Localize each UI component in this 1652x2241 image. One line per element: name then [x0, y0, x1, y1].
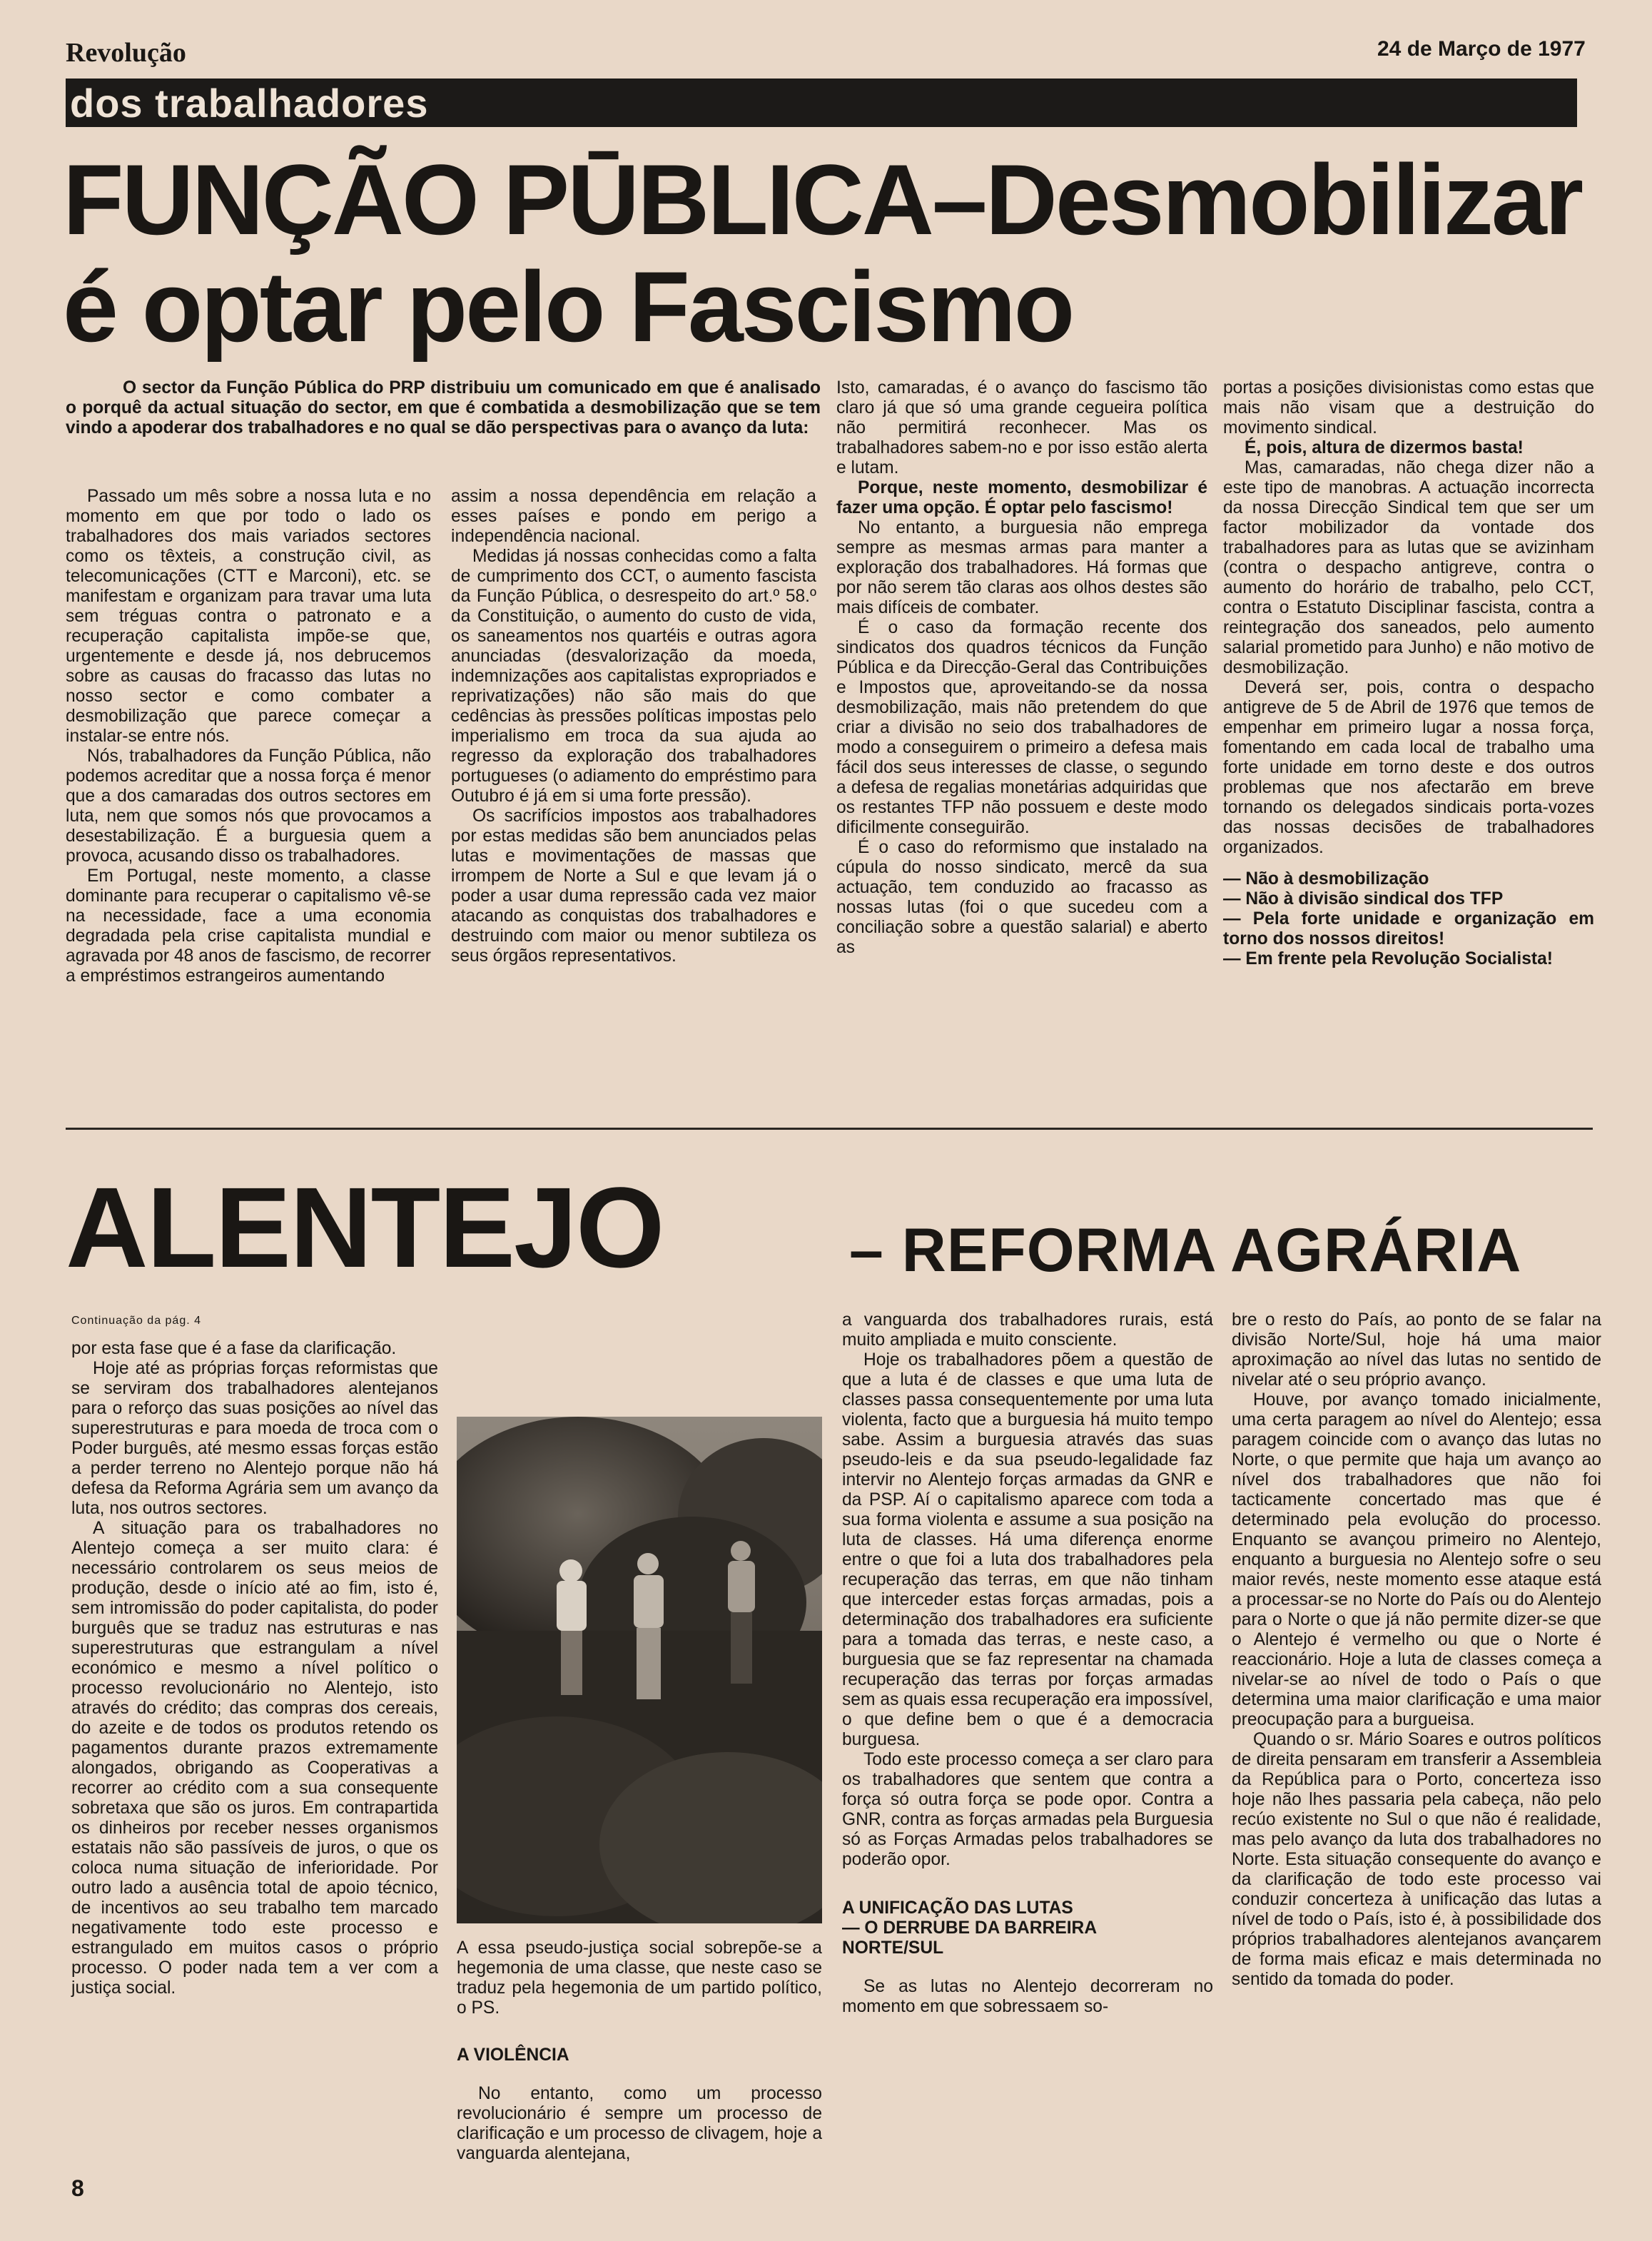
subhead-line: NORTE/SUL [842, 1938, 944, 1958]
article1-col4-bold: É, pois, altura de dizermos basta! [1245, 438, 1524, 457]
article2-col3-para: Todo este processo começa a ser claro para os trabalhadores que sentem que contra a força só outra força se pode opor. Contra a GNR, contra as forças armadas pela Burguesia só as Forças Armadas pelos trabalhadores se poderão opor. [842, 1750, 1213, 1869]
subhead-unificacao [842, 1898, 1213, 1958]
article1-column-2 [451, 487, 816, 966]
photo-caption: A essa pseudo-justiça social sobrepõe-se a hegemonia de uma classe, que neste caso se traduz pela hegemonia de um partido político, o PS. [457, 1938, 822, 2018]
article2-col3-para: a vanguarda dos trabalhadores rurais, está muito ampliada e muito consciente. [842, 1310, 1213, 1350]
article1-slogans [1223, 869, 1594, 969]
article2-headline-sub: – REFORMA AGRÁRIA [849, 1216, 1522, 1285]
article2-column-4 [1232, 1310, 1601, 1990]
article2-col1-para: A situação para os trabalhadores no Alentejo começa a ser muito clara: é necessário controlarem os seus meios de produção, desde o início até ao fim, isto é, sem intromissão do poder capitalista, do poder burguês que se traduz nas estruturas e nas superestruturas que estrangulam a nível económico e mesmo a nível político o processo revolucionário no Alentejo, isto através do crédito; das compras dos cereais, do azeite e de todos os produtos retendo os pagamentos durante prazos extremamente alongados, obrigando as Cooperativas a recorrer ao crédito com a sua consequente sobretaxa que são os juros. Em contrapartida os dinheiros por receber nesses organismos estatais não são passíveis de juros, o que os coloca numa situação de inferioridade. Por outro lado a ausência total de apoio técnico, de incentivos ao seu trabalho tem marcado negativamente todo este processo e estrangulado em muitos casos o próprio processo. O poder nada tem a ver com a justiça social. [71, 1519, 438, 1998]
article1-col1-para: Passado um mês sobre a nossa luta e no momento em que por todo o lado os trabalhadores dos mais variados sectores como os têxteis, a construção civil, as telecomunicações (CTT e Marconi), etc. se manifestam e organizam para travar uma luta sem tréguas contra o patronato e a recuperação capitalista impõe-se que, urgentemente e desde já, nos debrucemos sobre as causas do fracasso das lutas no nosso sector e como combater a desmobilização que parece começar a instalar-se entre nós. [66, 487, 431, 746]
section-bar [66, 79, 1577, 127]
article1-col1-para: Em Portugal, neste momento, a classe dominante para recuperar o capitalismo vê-se na necessidade, face a uma economia degradada pela crise capitalista mundial e agravada por 48 anos de fascismo, de recorrer a empréstimos estrangeiros aumentando [66, 866, 431, 986]
article1-headline [63, 143, 1582, 363]
article2-column-2-end [457, 2045, 822, 2164]
article1-col4-para: Deverá ser, pois, contra o despacho antigreve de 5 de Abril de 1976 que temos de empenhar em primeiro lugar a nossa força, fomentando em cada local de trabalho uma forte unidade em torno deste e dos outros problemas que nos afectarão em breve tornando os delegados sindicais porta-vozes das nossas decisões de trabalhadores organizados. [1223, 678, 1594, 857]
issue-date: 24 de Março de 1977 [1377, 37, 1586, 61]
subhead-line: A UNIFICAÇÃO DAS LUTAS [842, 1898, 1073, 1918]
article2-col4-para: Quando o sr. Mário Soares e outros políticos de direita pensaram em transferir a Assembleia da República para o Porto, concerteza isso hoje não lhes passaria pela cabeça, não pelo recúo existente no Sul o que não é realidade, mas pelo avanço da luta dos trabalhadores no Norte. Esta situação consequente do avanço e da clarificação de todo este processo vai conduzir concerteza à unificação das lutas a nível de todo o País, isto é, à possibilidade dos próprios trabalhadores alentejanos avançarem de forma mais eficaz e mais determinada no sentido da tomada do poder. [1232, 1730, 1601, 1989]
article1-col4-para: Mas, camaradas, não chega dizer não a este tipo de manobras. A actuação incorrecta da nossa Direcção Sindical tem que ser um factor mobilizador da vontade dos trabalhadores para as lutas que se avizinham (contra o despacho antigreve, contra o aumento do horário de trabalho, pelo CCT, contra o Estatuto Disciplinar fascista, contra a reintegração dos saneados, pelo aumento salarial prometido para Junho) e não motivo de desmobilização. [1223, 458, 1594, 677]
subhead-line: — O DERRUBE DA BARREIRA [842, 1918, 1098, 1938]
article1-col3-para: É o caso do reformismo que instalado na cúpula do nosso sindicato, mercê da sua actuação, tem conduzido ao fracasso as nossas lutas (foi o que sucedeu com a conciliação sobre a questão salarial) e aberto as [836, 838, 1207, 957]
article2-col3-para: Hoje os trabalhadores põem a questão de que a luta é de classes e que uma luta de classes passa consequentemente por uma luta violenta, facto que a burguesia há muito tempo sabe. Assim a burguesia através das suas pseudo-leis e da sua pseudo-legalidade faz intervir no Alentejo forças armadas da GNR e da PSP. Aí o capitalismo aparece com toda a sua forma violenta e assume a sua posição na luta de classes. Há uma diferença enorme entre o que foi a luta dos trabalhadores pela recuperação das terras, em que não tinham que interceder estas forças armadas, pois a determinação dos trabalhadores era suficiente para a tomada das terras, e neste caso, a burguesia que se faz representar na chamada recuperação das terras por forças armadas sem as quais essa recuperação era impossível, o que define bem o que é a democracia burguesa. [842, 1350, 1213, 1749]
article1-col2-para: assim a nossa dependência em relação a esses países e pondo em perigo a independência nacional. [451, 487, 816, 546]
article1-col3-para: Isto, camaradas, é o avanço do fascismo tão claro já que só uma grande cegueira política não permitirá reconhecer. Mas os trabalhadores sabem-no e por isso estão alerta e lutam. [836, 378, 1207, 477]
article1-col2-para: Medidas já nossas conhecidas como a falta de cumprimento dos CCT, o aumento fascista da Função Pública, o desrespeito do art.º 58.º da Constituição, o aumento do custo de vida, os saneamentos nos quartéis e outras agora anunciadas (desvalorização da moeda, indemnizações aos capitalistas expropriados e reprivatizações) não são mais do que cedências às pressões políticas impostas pelo imperialismo em troca da sua ajuda ao regresso da exploração dos trabalhadores portugueses (o adiamento do empréstimo para Outubro é já em si uma forte pressão). [451, 547, 816, 806]
article2-col4-para: bre o resto do País, ao ponto de se falar na divisão Norte/Sul, hoje há uma maior aproximação ao nível das lutas no sentido de nivelar até o seu próprio avanço. [1232, 1310, 1601, 1390]
masthead: Revolução [66, 38, 186, 68]
article1-headline-line2: é optar pelo Fascismo [63, 251, 1073, 363]
article2-col1-para: Hoje até as próprias forças reformistas que se serviram dos trabalhadores alentejanos para o reforço das suas posições ao nível das superestruturas e para moeda de troca com o Poder burguês, até mesmo essas forças estão a perder terreno no Alentejo porque não há defesa da Reforma Agrária sem um avanço da luta, nos outros sectores. [71, 1359, 438, 1518]
slogan: — Pela forte unidade e organização em torno dos nossos direitos! [1223, 909, 1594, 948]
article2-column-1 [71, 1339, 438, 1998]
article1-column-3 [836, 378, 1207, 958]
article2-col1-para: por esta fase que é a fase da clarificação. [71, 1339, 397, 1358]
article2-col2-para: No entanto, como um processo revolucionário é sempre um processo de clarificação e um processo de clivagem, hoje a vanguarda alentejana, [457, 2084, 822, 2163]
continuation-note: Continuação da pág. 4 [71, 1315, 202, 1327]
section-title: dos trabalhadores [70, 81, 429, 126]
orchard-workers-photo [457, 1417, 822, 1923]
article2-col4-para: Houve, por avanço tomado inicialmente, uma certa paragem ao nível do Alentejo; essa paragem coincide com o avanço das lutas no Norte, o que permite que haja um avanço ao nível dos trabalhadores que não foi tacticamente concertado mas que é determinado pela evolução do processo. Enquanto se avançou primeiro no Alentejo, enquanto a burguesia no Alentejo sofre o seu maior revés, neste momento esse ataque está a processar-se no Norte do País ou do Alentejo para o Norte o que já não permite dizer-se que o Alentejo é vermelho ou que o Norte é reaccionário. Hoje a luta de classes começa a nivelar-se ao nível de todo o País o que determina uma maior clarificação e uma maior preocupação para a burgueisa. [1232, 1390, 1601, 1729]
slogan: — Em frente pela Revolução Socialista! [1223, 949, 1553, 968]
article1-col3-para: É o caso da formação recente dos sindicatos dos quadros técnicos da Função Pública e da Direcção-Geral das Contribuições e Impostos que, aproveitando-se da nossa desmobilização, mais não pretendem do que criar a divisão no seio dos trabalhadores de modo a conseguirem o primeiro a defesa mais fácil dos seus interesses de classe, o segundo a defesa de regalias monetárias adquiridas que os restantes TFP não possuem e deste modo dificilmente conseguirão. [836, 618, 1207, 837]
article2-col3-para: Se as lutas no Alentejo decorreram no momento em que sobressaem so- [842, 1977, 1213, 2016]
page-number: 8 [71, 2175, 84, 2201]
article2-headline: ALENTEJO [66, 1163, 664, 1291]
article1-headline-line1: FUNÇÃO PŪBLICA–Desmobilizar [63, 143, 1582, 256]
subhead-violencia: A VIOLÊNCIA [457, 2045, 569, 2065]
section-divider [66, 1128, 1593, 1130]
article1-col3-bold: Porque, neste momento, desmobilizar é fazer uma opção. É optar pelo fascismo! [836, 478, 1207, 517]
article1-col4-para: portas a posições divisionistas como estas que mais não visam que a destruição do movimento sindical. [1223, 378, 1594, 437]
article1-column-1 [66, 487, 431, 986]
slogan: — Não à desmobilização [1223, 869, 1429, 889]
slogan: — Não à divisão sindical dos TFP [1223, 889, 1504, 909]
article1-col2-para: Os sacrifícios impostos aos trabalhadores por estas medidas são bem anunciados pelas lutas e movimentações de massas que irrompem de Norte a Sul e que levam já o poder a usar duma repressão cada vez maior atacando as conquistas dos trabalhadores e destruindo com maior ou menor subtileza os seus órgãos representativos. [451, 806, 816, 966]
article1-col1-para: Nós, trabalhadores da Função Pública, não podemos acreditar que a nossa força é menor que a dos camaradas dos outros sectores em luta, nem que somos nós que provocamos a desestabilização. É a burguesia quem a provoca, acusando disso os trabalhadores. [66, 747, 431, 866]
article1-column-4 [1223, 378, 1594, 969]
article1-intro: O sector da Função Pública do PRP distribuiu um comunicado em que é analisado o porquê da actual situação do sector, em que é combatida a desmobilização que se tem vindo a apoderar dos trabalhadores e no qual se dão perspectivas para o avanço da luta: [66, 378, 821, 437]
article2-column-3 [842, 1310, 1213, 2017]
photo-illustration [457, 1417, 822, 1923]
article1-col3-para: No entanto, a burguesia não emprega sempre as mesmas armas para manter a exploração dos trabalhadores. Há formas que por não serem tão claras aos olhos destes são mais difíceis de combater. [836, 518, 1207, 617]
